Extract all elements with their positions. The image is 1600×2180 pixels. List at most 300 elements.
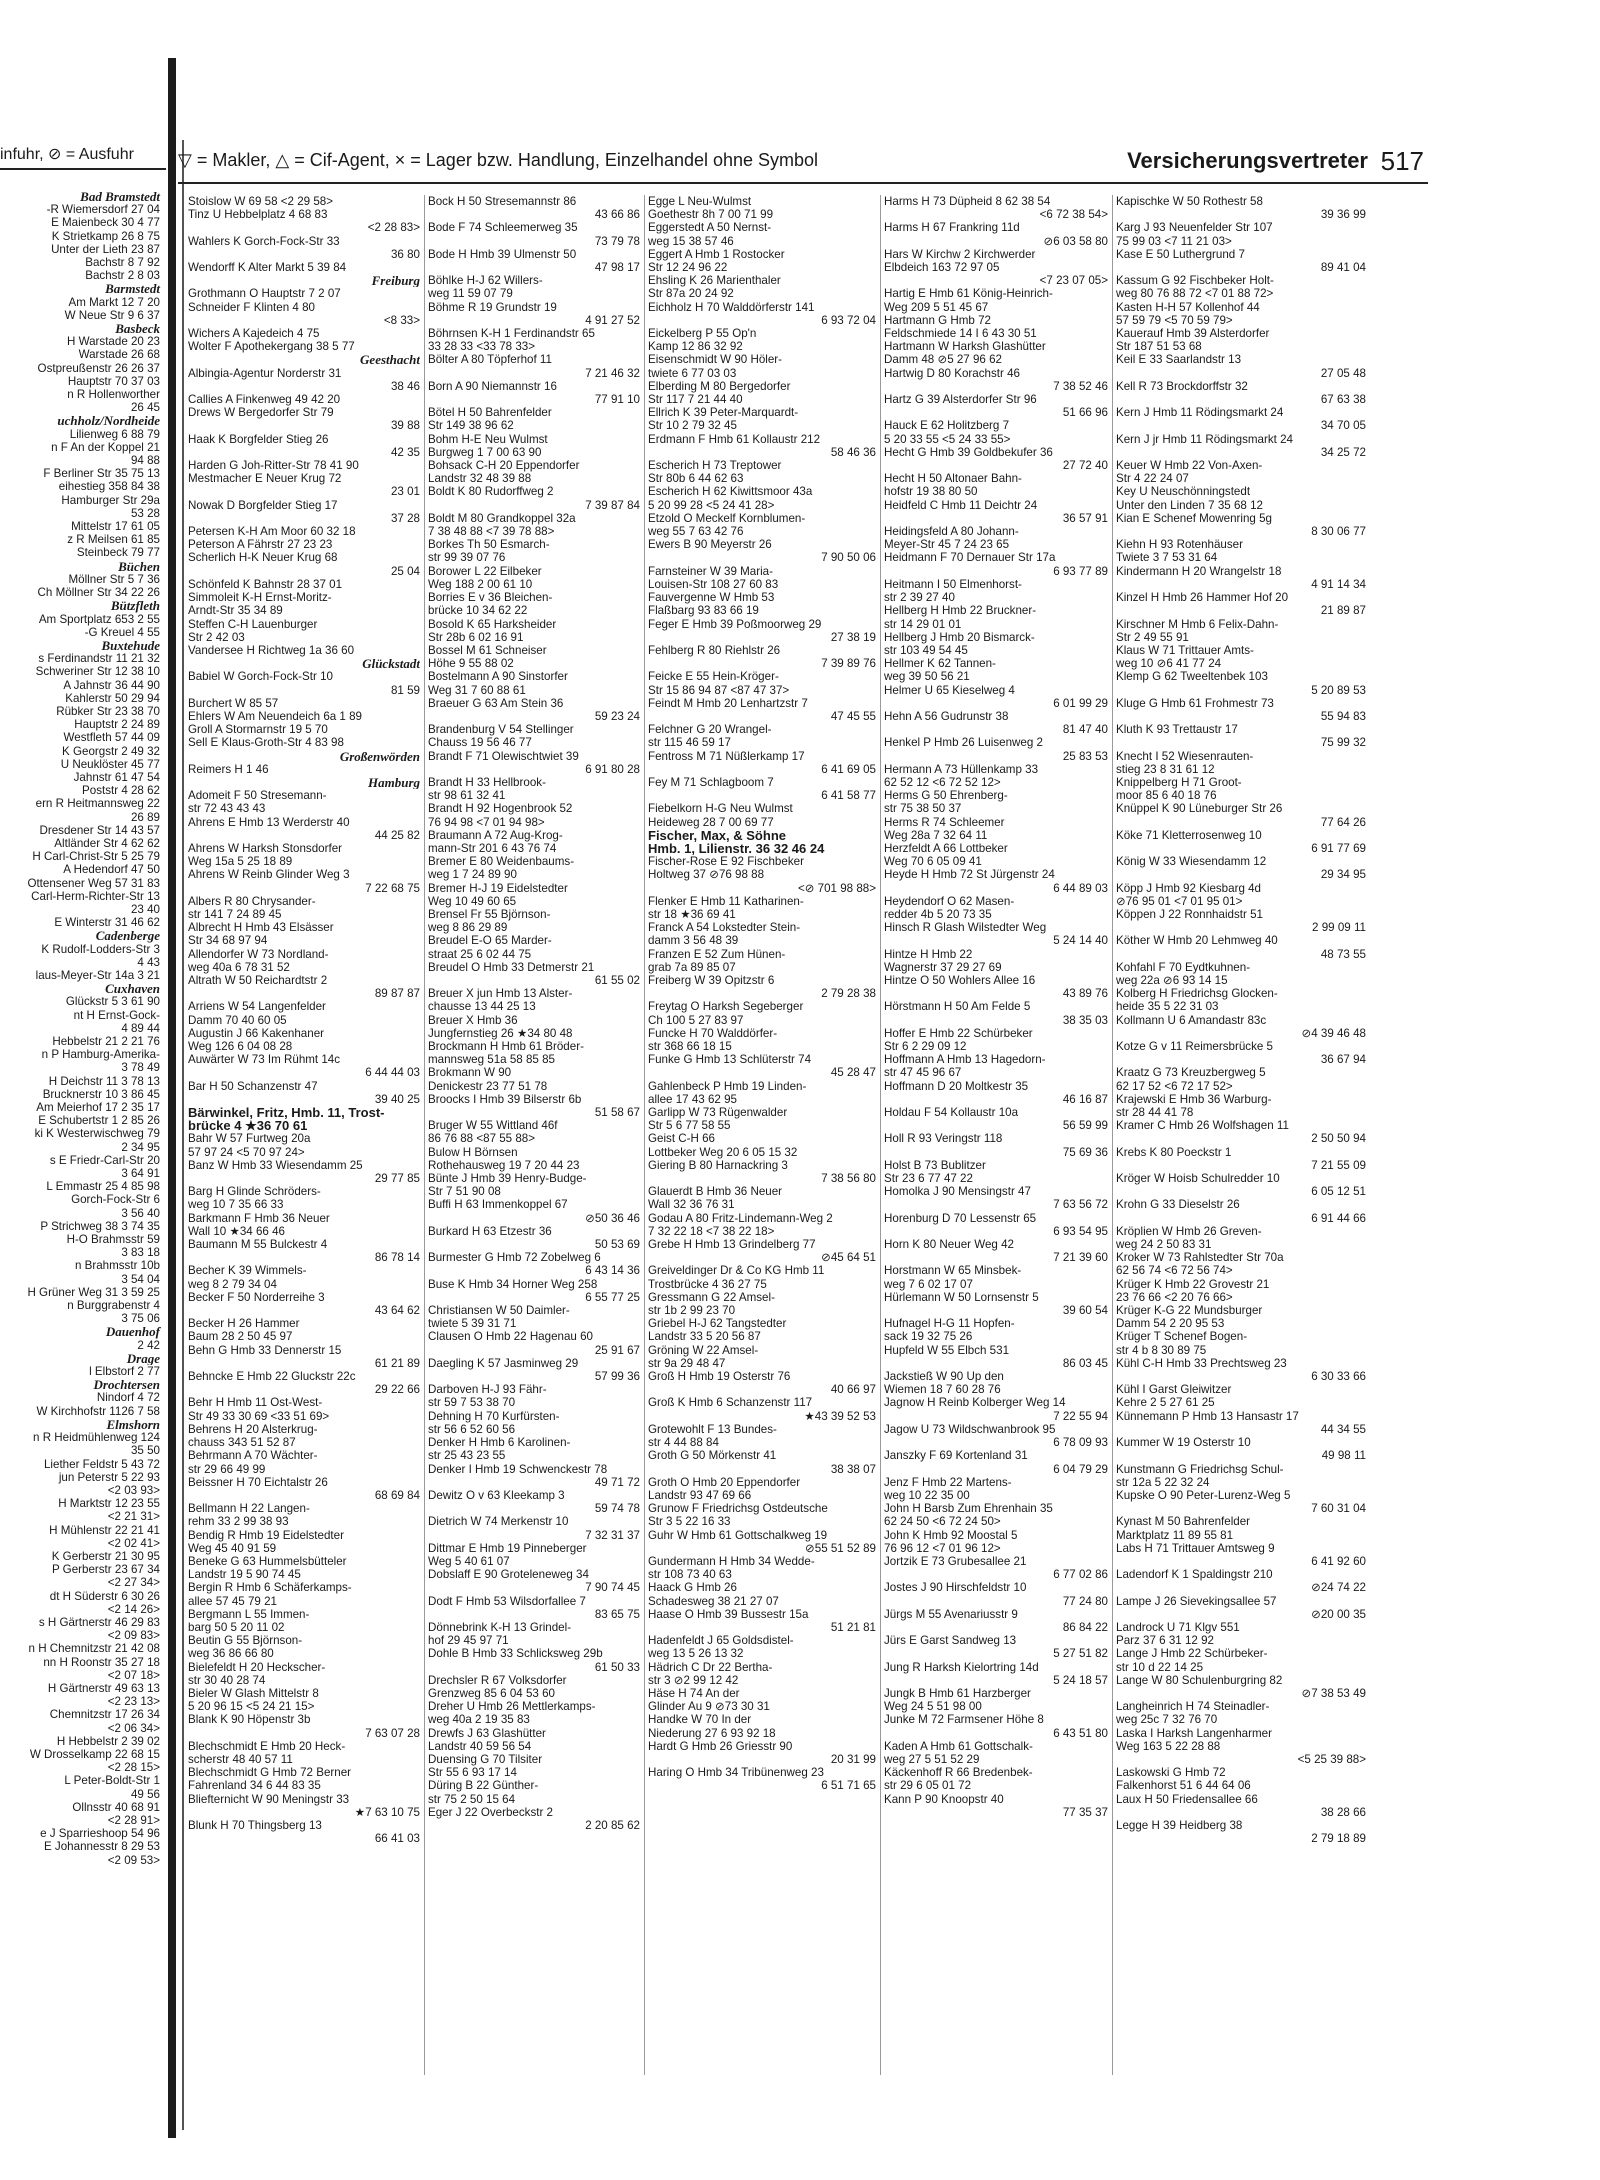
directory-entry-line: weg 40a 6 78 31 52 bbox=[188, 960, 290, 974]
directory-entry-line: 86 03 45 bbox=[1062, 1356, 1108, 1370]
directory-entry-line: Ostpreußenstr 26 26 37 bbox=[37, 361, 160, 375]
directory-entry-line: Denker I Hmb 19 Schwenckestr 78 bbox=[428, 1462, 608, 1476]
directory-entry-line: weg 15 38 57 46 bbox=[648, 234, 734, 248]
directory-entry-line: 5 24 14 40 bbox=[1053, 934, 1108, 948]
directory-entry-line: Kunstmann G Friedrichsg Schul- bbox=[1116, 1462, 1284, 1476]
directory-entry-line: Twiete 3 7 53 31 64 bbox=[1116, 551, 1218, 565]
directory-entry-line: K Gerberstr 21 30 95 bbox=[51, 1549, 160, 1563]
directory-entry-line: Falkenhorst 51 6 44 64 06 bbox=[1116, 1779, 1251, 1793]
directory-entry-line: 39 40 25 bbox=[374, 1092, 420, 1106]
directory-entry-line: Heidfeld C Hmb 11 Deichtr 24 bbox=[884, 498, 1038, 512]
directory-entry-line: Jagnow H Reinb Kolberger Weg 14 bbox=[884, 1396, 1066, 1410]
directory-entry-line: Herms G 50 Ehrenberg- bbox=[884, 789, 1008, 803]
directory-entry-line: Babiel W Gorch-Fock-Str 10 bbox=[188, 670, 333, 684]
directory-entry-line: Dohle B Hmb 33 Schlicksweg 29b bbox=[428, 1647, 603, 1661]
directory-entry-line: Horenburg D 70 Lessenstr 65 bbox=[884, 1211, 1037, 1225]
directory-entry-line: 77 24 80 bbox=[1062, 1594, 1108, 1608]
directory-entry-line: 27 38 19 bbox=[830, 630, 876, 644]
directory-entry-line: Krüger T Schenef Bogen- bbox=[1116, 1330, 1248, 1344]
directory-entry-line: 4 89 44 bbox=[121, 1021, 160, 1035]
directory-entry-line: Landstr 33 5 20 56 87 bbox=[648, 1330, 761, 1344]
directory-entry-line: Ehlers W Am Neuendeich 6a 1 89 bbox=[188, 709, 363, 723]
directory-entry-line: 27 05 48 bbox=[1320, 366, 1366, 380]
directory-entry-line: Boldt K 80 Rudorffweg 2 bbox=[428, 485, 554, 499]
directory-entry-line: Schadesweg 38 21 27 07 bbox=[648, 1594, 779, 1608]
directory-entry-line: Köke 71 Kletterrosenweg 10 bbox=[1116, 828, 1262, 842]
city-heading: Drochtersen bbox=[93, 1378, 160, 1392]
directory-entry-line: str 75 2 50 15 64 bbox=[428, 1792, 516, 1806]
directory-entry-line: Wichers A Kajedeich 4 75 bbox=[188, 327, 320, 341]
directory-entry-line: 6 01 99 29 bbox=[1053, 696, 1108, 710]
directory-entry-line: Becker H 26 Hammer bbox=[188, 1317, 300, 1331]
directory-entry-line: 2 34 95 bbox=[121, 1140, 160, 1154]
directory-entry-line: Blank K 90 Höpenstr 3b bbox=[188, 1713, 311, 1727]
directory-entry-line: ⊘45 64 51 bbox=[821, 1251, 876, 1265]
directory-entry-line: Höhe 9 55 88 02 bbox=[428, 657, 514, 671]
directory-entry-line: Jostes J 90 Hirschfeldstr 10 bbox=[884, 1581, 1027, 1595]
directory-entry-line: Rothehausweg 19 7 20 44 23 bbox=[428, 1158, 580, 1172]
directory-entry-line: Str 149 38 96 62 bbox=[428, 419, 514, 433]
directory-entry-line: Elbdeich 163 72 97 05 bbox=[884, 261, 1000, 275]
directory-entry-line: H Gärtnerstr 49 63 13 bbox=[47, 1681, 160, 1695]
directory-entry-line: 51 21 81 bbox=[830, 1620, 876, 1634]
directory-entry-line: Tinz U Hebbelplatz 4 68 83 bbox=[188, 208, 328, 222]
directory-entry-line: 86 84 22 bbox=[1062, 1620, 1108, 1634]
directory-entry-line: Heitmann I 50 Elmenhorst- bbox=[884, 577, 1022, 591]
directory-entry-line: 6 41 69 05 bbox=[821, 762, 876, 776]
directory-entry-line: Jahnstr 61 47 54 bbox=[73, 770, 160, 784]
directory-entry-line: 57 59 79 <5 70 59 79> bbox=[1116, 313, 1233, 327]
directory-entry-line: Wall 10 ★34 66 46 bbox=[188, 1224, 285, 1238]
directory-entry-line: 29 34 95 bbox=[1320, 868, 1366, 882]
directory-entry-line: Heidmann F 70 Dernauer Str 17a bbox=[884, 551, 1056, 565]
directory-entry-line: Burchert W 85 57 bbox=[188, 696, 279, 710]
directory-entry-line: <2 06 34> bbox=[107, 1721, 160, 1735]
directory-entry-line: Drechsler R 67 Volksdorfer bbox=[428, 1673, 567, 1687]
directory-entry-line: 7 32 22 18 <7 38 22 18> bbox=[648, 1224, 775, 1238]
directory-entry-line: 8 30 06 77 bbox=[1311, 525, 1366, 539]
directory-entry-line: Kern J jr Hmb 11 Rödingsmarkt 24 bbox=[1116, 432, 1293, 446]
directory-entry-line: Fey M 71 Schlagboom 7 bbox=[648, 775, 774, 789]
directory-entry-line: Altrath W 50 Reichardtstr 2 bbox=[188, 973, 328, 987]
directory-entry-line: Meyer-Str 45 7 24 23 65 bbox=[884, 538, 1010, 552]
directory-entry-line: 61 50 33 bbox=[594, 1660, 640, 1674]
directory-entry-line: s Ferdinandstr 11 21 32 bbox=[38, 652, 160, 666]
directory-entry-line: Kern J Hmb 11 Rödingsmarkt 24 bbox=[1116, 406, 1284, 420]
directory-entry-line: Str 23 6 77 47 22 bbox=[884, 1172, 973, 1186]
directory-entry-line: Haring O Hmb 34 Tribünenweg 23 bbox=[648, 1766, 824, 1780]
directory-entry-line: 86 78 14 bbox=[374, 1251, 420, 1265]
directory-entry-line: 40 66 97 bbox=[830, 1383, 876, 1397]
directory-entry-line: Breuer X Hmb 36 bbox=[428, 1013, 518, 1027]
directory-entry-line: 57 97 24 <5 70 97 24> bbox=[188, 1145, 305, 1159]
directory-entry-line: str 108 73 40 63 bbox=[648, 1568, 732, 1582]
directory-entry-line: 48 73 55 bbox=[1320, 947, 1366, 961]
directory-entry-line: Ahrens W Reinb Glinder Weg 3 bbox=[188, 868, 350, 882]
directory-entry-line: ⊘50 36 46 bbox=[585, 1211, 640, 1225]
directory-entry-line: weg 80 76 88 72 <7 01 88 72> bbox=[1116, 287, 1274, 301]
directory-entry-line: Groß K Hmb 6 Schanzenstr 117 bbox=[648, 1396, 813, 1410]
directory-entry-line: Bosold K 65 Harksheider bbox=[428, 617, 557, 631]
directory-entry-line: Weg 126 6 04 08 28 bbox=[188, 1040, 293, 1053]
directory-entry-line: 7 90 50 06 bbox=[821, 551, 876, 565]
directory-entry-line: <2 07 18> bbox=[107, 1668, 160, 1682]
directory-entry-line: Funke G Hmb 13 Schlüterstr 74 bbox=[648, 1053, 812, 1067]
directory-entry-line: H Marktstr 12 23 55 bbox=[58, 1497, 160, 1511]
directory-entry-line: K Georgstr 2 49 32 bbox=[62, 744, 160, 758]
directory-entry-line: 5 20 99 28 <5 24 41 28> bbox=[648, 498, 775, 512]
directory-entry-line: Bötel H 50 Bahrenfelder bbox=[428, 406, 552, 420]
directory-entry-line: mann-Str 201 6 43 76 74 bbox=[428, 841, 557, 855]
directory-entry-line: weg 39 50 56 21 bbox=[884, 670, 970, 684]
directory-entry-line: Christiansen W 50 Daimler- bbox=[428, 1304, 570, 1318]
directory-entry-line: Weg 188 2 00 61 10 bbox=[428, 577, 533, 591]
directory-entry-line: 49 56 bbox=[130, 1787, 160, 1801]
directory-entry-line: Feicke E 55 Hein-Kröger- bbox=[648, 670, 779, 684]
directory-entry-line: 7 22 55 94 bbox=[1053, 1409, 1108, 1423]
directory-entry-line: Weg 31 7 60 88 61 bbox=[428, 683, 526, 697]
directory-entry-line: Jürs E Garst Sandweg 13 bbox=[884, 1634, 1017, 1648]
directory-entry-line: 7 39 89 76 bbox=[821, 657, 876, 671]
directory-entry-line: str 141 7 24 89 45 bbox=[188, 907, 282, 921]
directory-entry-line: str 59 7 53 38 70 bbox=[428, 1396, 516, 1410]
directory-entry-line: 44 34 55 bbox=[1320, 1422, 1366, 1436]
directory-entry-line: 6 44 89 03 bbox=[1053, 881, 1108, 895]
directory-entry-line: Dehning H 70 Kurfürsten- bbox=[428, 1409, 560, 1423]
directory-entry-line: hofstr 19 38 80 50 bbox=[884, 485, 978, 499]
directory-entry-line: <2 27 34> bbox=[107, 1576, 160, 1590]
directory-entry-line: Augustin J 66 Kakenhaner bbox=[188, 1026, 325, 1040]
directory-entry-line: 6 05 12 51 bbox=[1311, 1185, 1366, 1199]
directory-entry-line: Blunk H 70 Thingsberg 13 bbox=[188, 1818, 322, 1832]
directory-entry-line: Arndt-Str 35 34 89 bbox=[188, 604, 283, 618]
directory-entry-line: H-O Brahmsstr 59 bbox=[66, 1233, 160, 1247]
directory-entry-line: Gressmann G 22 Amsel- bbox=[648, 1290, 775, 1304]
directory-entry-line: Krajewski E Hmb 36 Warburg- bbox=[1116, 1092, 1272, 1106]
directory-entry-line: <2 02 41> bbox=[107, 1536, 160, 1550]
directory-entry-line: Bölter A 80 Töpferhof 11 bbox=[428, 353, 552, 367]
directory-entry-line: Düring B 22 Günther- bbox=[428, 1779, 539, 1793]
directory-entry-line: 7 63 56 72 bbox=[1053, 1198, 1108, 1212]
directory-entry-line: Grotewohlt F 13 Bundes- bbox=[648, 1422, 777, 1436]
directory-entry-line: dt H Süderstr 6 30 26 bbox=[49, 1589, 160, 1603]
directory-entry-line: moor 85 6 40 18 76 bbox=[1116, 789, 1217, 803]
directory-entry-line: Ch Möllner Str 34 22 26 bbox=[37, 586, 160, 600]
directory-entry-line: Harms H 67 Frankring 11d bbox=[884, 221, 1020, 235]
directory-entry-line: Dreher U Hmb 26 Mettlerkamps- bbox=[428, 1700, 596, 1714]
city-heading: Bad Bramstedt bbox=[80, 190, 160, 204]
directory-entry-line: Laskowski G Hmb 72 bbox=[1116, 1766, 1226, 1780]
directory-entry-line: 4 91 27 52 bbox=[585, 313, 640, 327]
directory-entry-line: str 1b 2 99 23 70 bbox=[648, 1304, 736, 1318]
directory-entry-line: 6 41 58 77 bbox=[821, 789, 876, 803]
directory-entry-line: str 56 6 52 60 56 bbox=[428, 1422, 516, 1436]
directory-entry-line: Lampe J 26 Sievekingsallee 57 bbox=[1116, 1594, 1277, 1608]
directory-entry-line: Callies A Finkenweg 49 42 20 bbox=[188, 393, 341, 407]
directory-entry-line: Egge L Neu-Wulmst bbox=[648, 195, 752, 208]
directory-entry-line: Häse H 74 An der bbox=[648, 1686, 740, 1700]
directory-entry-line: damm 3 56 48 39 bbox=[648, 934, 739, 948]
directory-entry-line: Kupske O 90 Peter-Lurenz-Weg 5 bbox=[1116, 1488, 1291, 1502]
directory-entry-line: hof 29 45 97 71 bbox=[428, 1634, 509, 1648]
directory-entry-line: 6 30 33 66 bbox=[1311, 1370, 1366, 1384]
directory-entry-line: str 47 45 96 67 bbox=[884, 1066, 962, 1080]
directory-entry-line: Heyde H Hmb 72 St Jürgenstr 24 bbox=[884, 868, 1055, 882]
directory-entry-line: H Deichstr 11 3 78 13 bbox=[48, 1074, 160, 1088]
directory-entry-line: 36 80 bbox=[390, 247, 420, 261]
directory-entry-line: Holst B 73 Bublitzer bbox=[884, 1158, 986, 1172]
directory-entry-line: Kühl C-H Hmb 33 Prechtsweg 23 bbox=[1116, 1356, 1287, 1370]
directory-entry-line: Haack G Hmb 26 bbox=[648, 1581, 737, 1595]
directory-entry-line: Kiehn H 93 Rotenhäuser bbox=[1116, 538, 1243, 552]
directory-entry-line: Kell R 73 Brockdorffstr 32 bbox=[1116, 379, 1248, 393]
directory-entry-line: Behncke E Hmb 22 Gluckstr 22c bbox=[188, 1370, 356, 1384]
directory-entry-line: Behrmann A 70 Wächter- bbox=[188, 1449, 318, 1463]
directory-entry-line: K Rudolf-Lodders-Str 3 bbox=[41, 942, 160, 956]
directory-entry-line: Hehn A 56 Gudrunstr 38 bbox=[884, 709, 1009, 723]
directory-entry-line: Dresdener Str 14 43 57 bbox=[39, 823, 160, 837]
directory-entry-line: Hupfeld W 55 Elbch 531 bbox=[884, 1343, 1010, 1357]
directory-entry-line: Drews W Bergedorfer Str 79 bbox=[188, 406, 334, 420]
directory-entry-line: Weg 70 6 05 09 41 bbox=[884, 855, 982, 869]
directory-entry-line: Hadenfeldt J 65 Goldsdistel- bbox=[648, 1634, 794, 1648]
directory-entry-line: Heideweg 28 7 00 69 77 bbox=[648, 815, 774, 829]
directory-entry-line: Herzfeldt A 66 Lottbeker bbox=[884, 841, 1008, 855]
directory-entry-line: 23 40 bbox=[130, 902, 160, 916]
directory-entry-line: weg 10 ⊘6 41 77 24 bbox=[1116, 657, 1222, 671]
directory-entry-line: Schönfeld K Bahnstr 28 37 01 bbox=[188, 577, 343, 591]
city-heading: Cuxhaven bbox=[105, 982, 160, 996]
directory-entry-line: P Gerberstr 23 67 34 bbox=[51, 1563, 160, 1577]
directory-entry-line: Heidingsfeld A 80 Johann- bbox=[884, 525, 1019, 539]
directory-entry-line: Louisen-Str 108 27 60 83 bbox=[648, 577, 779, 591]
directory-entry-line: weg 11 59 07 79 bbox=[428, 287, 513, 301]
directory-entry-line: Flenker E Hmb 11 Katharinen- bbox=[648, 894, 804, 908]
directory-entry-line: 50 53 69 bbox=[594, 1238, 640, 1252]
directory-entry-line: 89 87 87 bbox=[374, 987, 420, 1001]
directory-entry-line: Rübker Str 23 38 70 bbox=[56, 704, 160, 718]
directory-entry-line: Bünte J Hmb 39 Henry-Budge- bbox=[428, 1172, 587, 1186]
directory-entry-line: Heydendorf O 62 Masen- bbox=[884, 894, 1015, 908]
directory-entry-line: Hecht H 50 Altonaer Bahn- bbox=[884, 472, 1022, 486]
directory-entry-line: Chemnitzstr 17 26 34 bbox=[49, 1708, 160, 1722]
directory-entry-line: Str 117 7 21 44 40 bbox=[648, 393, 743, 407]
directory-entry-line: E Johannesstr 8 29 53 bbox=[43, 1840, 160, 1854]
directory-entry-line: Landstr 19 5 90 74 45 bbox=[188, 1568, 301, 1582]
directory-entry-line: 7 60 31 04 bbox=[1311, 1502, 1366, 1516]
directory-entry-line: Harms H 73 Düpheid 8 62 38 54 bbox=[884, 195, 1051, 208]
directory-entry-line: Köppen J 22 Ronnhaidstr 51 bbox=[1116, 907, 1263, 921]
directory-entry-line: Handke W 70 In der bbox=[648, 1713, 752, 1727]
directory-entry-line: Jenz F Hmb 22 Martens- bbox=[884, 1475, 1012, 1489]
directory-entry-line: ★7 63 10 75 bbox=[354, 1805, 420, 1819]
directory-entry-line: Labs H 71 Trittauer Amtsweg 9 bbox=[1116, 1541, 1275, 1555]
directory-entry-line: Bock H 50 Stresemannstr 86 bbox=[428, 195, 577, 208]
directory-entry-line: 51 58 67 bbox=[594, 1106, 640, 1120]
directory-entry-line: Hartwig D 80 Korachstr 46 bbox=[884, 366, 1020, 380]
directory-entry-line: Freiberg W 39 Opitzstr 6 bbox=[648, 973, 775, 987]
directory-entry-line: Hauck E 62 Holitzberg 7 bbox=[884, 419, 1010, 433]
directory-entry-line: str 9a 29 48 47 bbox=[648, 1356, 726, 1370]
directory-entry-line: Hmb. 1, Lilienstr. 36 32 46 24 bbox=[648, 841, 825, 856]
directory-entry-line: Kindermann H 20 Wrangelstr 18 bbox=[1116, 564, 1282, 578]
city-heading: Hamburg bbox=[367, 775, 420, 790]
directory-entry-line: H Carl-Christ-Str 5 25 79 bbox=[32, 850, 160, 864]
directory-entry-line: str 12a 5 22 32 24 bbox=[1116, 1475, 1210, 1489]
directory-entry-line: Borower L 22 Eilbeker bbox=[428, 564, 542, 578]
directory-entry-line: 77 35 37 bbox=[1062, 1805, 1108, 1819]
directory-entry-line: Denickestr 23 77 51 78 bbox=[428, 1079, 548, 1093]
directory-entry-line: Glauerdt B Hmb 36 Neuer bbox=[648, 1185, 783, 1199]
directory-entry-line: E Winterstr 31 46 62 bbox=[54, 916, 160, 930]
directory-entry-line: -R Wiemersdorf 27 04 bbox=[46, 203, 160, 217]
directory-entry-line: Breudel E-O 65 Marder- bbox=[428, 934, 552, 948]
directory-entry-line: Guhr W Hmb 61 Gottschalkweg 19 bbox=[648, 1528, 828, 1542]
directory-entry-line: Ollnsstr 40 68 91 bbox=[72, 1800, 160, 1814]
directory-entry-line: Duensing G 70 Tilsiter bbox=[428, 1752, 543, 1766]
directory-entry-line: 3 83 18 bbox=[121, 1246, 160, 1260]
directory-entry-line: Wall 32 36 76 31 bbox=[648, 1198, 735, 1212]
directory-entry-line: Petersen K-H Am Moor 60 32 18 bbox=[188, 525, 356, 539]
directory-entry-line: Ahrens W Harksh Stonsdorfer bbox=[188, 841, 342, 855]
directory-entry-line: s H Gärtnerstr 46 29 83 bbox=[38, 1615, 160, 1629]
directory-entry-line: Bulow H Börnsen bbox=[428, 1145, 518, 1159]
directory-entry-line: Darboven H-J 93 Fähr- bbox=[428, 1383, 547, 1397]
directory-entry-line: Burkard H 63 Etzestr 36 bbox=[428, 1224, 552, 1238]
directory-entry-line: 94 88 bbox=[130, 454, 160, 468]
directory-entry-line: Helmer U 65 Kieselweg 4 bbox=[884, 683, 1015, 697]
directory-column-1 bbox=[188, 195, 420, 2075]
directory-entry-line: Harden G Joh-Ritter-Str 78 41 90 bbox=[188, 459, 359, 473]
directory-entry-line: Hörstmann H 50 Am Felde 5 bbox=[884, 1000, 1031, 1014]
directory-entry-line: Grenzweg 85 6 04 53 60 bbox=[428, 1686, 555, 1700]
directory-entry-line: 4 91 14 34 bbox=[1311, 577, 1366, 591]
directory-entry-line: Steinbeck 79 77 bbox=[76, 546, 160, 560]
directory-entry-line: brücke 10 34 62 22 bbox=[428, 604, 528, 618]
directory-entry-line: Hellberg J Hmb 20 Bismarck- bbox=[884, 630, 1035, 644]
directory-entry-line: Weg 10 49 60 65 bbox=[428, 894, 517, 908]
directory-entry-line: Kase E 50 Luthergrund 7 bbox=[1116, 247, 1245, 261]
directory-entry-line: Kapischke W 50 Rothestr 58 bbox=[1116, 195, 1263, 208]
directory-entry-line: Schneider F Klinten 4 80 bbox=[188, 300, 315, 314]
directory-entry-line: Boldt M 80 Grandkoppel 32a bbox=[428, 511, 576, 525]
directory-entry-line: str 103 49 54 45 bbox=[884, 643, 968, 657]
directory-entry-line: 75 99 03 <7 11 21 03> bbox=[1116, 234, 1232, 248]
directory-entry-line: Hardt G Hmb 26 Griesstr 90 bbox=[648, 1739, 793, 1753]
directory-entry-line: Holdau F 54 Kollaustr 10a bbox=[884, 1106, 1019, 1120]
city-heading: Cadenberge bbox=[95, 929, 160, 943]
directory-entry-line: P Strichweg 38 3 74 35 bbox=[40, 1219, 160, 1233]
directory-entry-line: 2 42 bbox=[137, 1338, 160, 1352]
directory-entry-line: Weg 15a 5 25 18 89 bbox=[188, 855, 293, 869]
directory-entry-line: Feldschmiede 14 I 6 43 30 51 bbox=[884, 327, 1037, 341]
city-heading: Dauenhof bbox=[105, 1325, 160, 1339]
directory-entry-line: L Peter-Boldt-Str 1 bbox=[64, 1774, 160, 1788]
directory-entry-line: Grunow F Friedrichsg Ostdeutsche bbox=[648, 1502, 828, 1516]
directory-entry-line: 35 50 bbox=[130, 1444, 160, 1458]
directory-entry-line: Jagow U 73 Wildschwanbrook 95 bbox=[884, 1422, 1056, 1436]
directory-entry-line: n H Chemnitzstr 21 42 08 bbox=[28, 1642, 160, 1656]
directory-entry-line: Liether Feldstr 5 43 72 bbox=[43, 1457, 160, 1471]
directory-column-3 bbox=[648, 195, 876, 2075]
directory-entry-line: Hartmann W Harksh Glashütter bbox=[884, 340, 1046, 354]
directory-entry-line: Ewers B 90 Meyerstr 26 bbox=[648, 538, 772, 552]
directory-entry-line: 3 78 49 bbox=[121, 1061, 160, 1075]
directory-entry-line: 38 28 66 bbox=[1320, 1805, 1366, 1819]
directory-entry-line: Ellrich K 39 Peter-Marquardt- bbox=[648, 406, 799, 420]
directory-entry-line: 38 38 07 bbox=[830, 1462, 876, 1476]
directory-entry-line: Feindt M Hmb 20 Lenhartzstr 7 bbox=[648, 696, 808, 710]
directory-entry-line: Brucknerstr 10 3 86 45 bbox=[42, 1087, 160, 1101]
directory-entry-line: Griebel H-J 62 Tangstedter bbox=[648, 1317, 787, 1331]
directory-entry-line: Legge H 39 Heidberg 38 bbox=[1116, 1818, 1243, 1832]
directory-entry-line: Landstr 93 47 69 66 bbox=[648, 1488, 752, 1502]
directory-entry-line: Hinsch R Glash Wilstedter Weg bbox=[884, 921, 1047, 935]
column-divider bbox=[424, 195, 425, 2075]
directory-entry-line: Blechschmidt E Hmb 20 Heck- bbox=[188, 1739, 346, 1753]
directory-entry-line: Garlipp W 73 Rügenwalder bbox=[648, 1106, 788, 1120]
directory-entry-line: 6 91 80 28 bbox=[585, 762, 640, 776]
directory-entry-line: Allendorfer W 73 Nordland- bbox=[188, 947, 329, 961]
directory-entry-line: 66 41 03 bbox=[374, 1832, 420, 1846]
directory-entry-line: weg 36 86 66 80 bbox=[188, 1647, 274, 1661]
directory-entry-line: Glückstr 5 3 61 90 bbox=[65, 995, 160, 1009]
directory-entry-line: H Grüner Weg 31 3 59 25 bbox=[27, 1285, 160, 1299]
directory-entry-line: Kohfahl F 70 Eydtkuhnen- bbox=[1116, 960, 1251, 974]
column-divider bbox=[1112, 195, 1113, 2075]
directory-entry-line: Str 34 68 97 94 bbox=[188, 934, 268, 948]
directory-entry-line: 20 31 99 bbox=[830, 1752, 876, 1766]
directory-entry-line: 89 41 04 bbox=[1320, 261, 1366, 275]
directory-entry-line: Str 80b 6 44 62 63 bbox=[648, 472, 744, 486]
directory-entry-line: 5 20 96 15 <5 24 21 15> bbox=[188, 1700, 315, 1714]
directory-entry-line: Glinder Au 9 ⊘73 30 31 bbox=[648, 1700, 770, 1714]
directory-entry-line: Simmoleit K-H Ernst-Moritz- bbox=[188, 591, 332, 605]
directory-entry-line: 29 22 66 bbox=[374, 1383, 420, 1397]
directory-entry-line: Braumann A 72 Aug-Krog- bbox=[428, 828, 563, 842]
directory-entry-line: Born A 90 Niemannstr 16 bbox=[428, 379, 557, 393]
directory-entry-line: Kraatz G 73 Kreuzbergweg 5 bbox=[1116, 1066, 1266, 1080]
directory-entry-line: 2 79 18 89 bbox=[1311, 1832, 1366, 1846]
directory-entry-line: Krüger K Hmb 22 Grovestr 21 bbox=[1116, 1277, 1270, 1291]
directory-entry-line: 6 51 71 65 bbox=[821, 1779, 876, 1793]
directory-entry-line: 7 21 46 32 bbox=[585, 366, 640, 380]
directory-entry-line: Bärwinkel, Fritz, Hmb. 11, Trost- bbox=[188, 1106, 385, 1120]
city-heading: Bützfleth bbox=[110, 599, 160, 613]
directory-entry-line: Bachstr 8 7 92 bbox=[85, 256, 160, 270]
directory-entry-line: Bahr W 57 Furtweg 20a bbox=[188, 1132, 311, 1146]
directory-entry-line: allee 17 43 62 95 bbox=[648, 1092, 737, 1106]
directory-entry-line: Geist C-H 66 bbox=[648, 1132, 716, 1146]
directory-entry-line: Damm 70 40 60 05 bbox=[188, 1013, 287, 1027]
directory-entry-line: Str 87a 20 24 92 bbox=[648, 287, 734, 301]
directory-entry-line: ★43 39 52 53 bbox=[804, 1409, 876, 1423]
directory-entry-line: 44 25 82 bbox=[374, 828, 420, 842]
directory-entry-line: Hoffmann A Hmb 13 Hagedorn- bbox=[884, 1053, 1046, 1067]
directory-entry-line: 36 57 91 bbox=[1062, 511, 1108, 525]
directory-entry-line: Hecht G Hmb 39 Goldbekufer 36 bbox=[884, 445, 1053, 459]
directory-entry-line: L Emmastr 25 4 85 98 bbox=[46, 1180, 160, 1194]
directory-entry-line: Behrens H 20 Alsterkrug- bbox=[188, 1422, 318, 1436]
directory-entry-line: Altländer Str 4 62 62 bbox=[54, 836, 160, 850]
directory-entry-line: Fischer-Rose E 92 Fischbeker bbox=[648, 855, 804, 869]
directory-entry-line: Damm 54 2 20 95 53 bbox=[1116, 1317, 1225, 1331]
directory-entry-line: 38 46 bbox=[390, 379, 420, 393]
directory-entry-line: weg 1 7 24 89 90 bbox=[428, 868, 517, 882]
directory-entry-line: 7 90 74 45 bbox=[585, 1581, 640, 1595]
directory-entry-line: Burmester G Hmb 72 Zobelweg 6 bbox=[428, 1251, 601, 1265]
directory-entry-line: 38 35 03 bbox=[1062, 1013, 1108, 1027]
